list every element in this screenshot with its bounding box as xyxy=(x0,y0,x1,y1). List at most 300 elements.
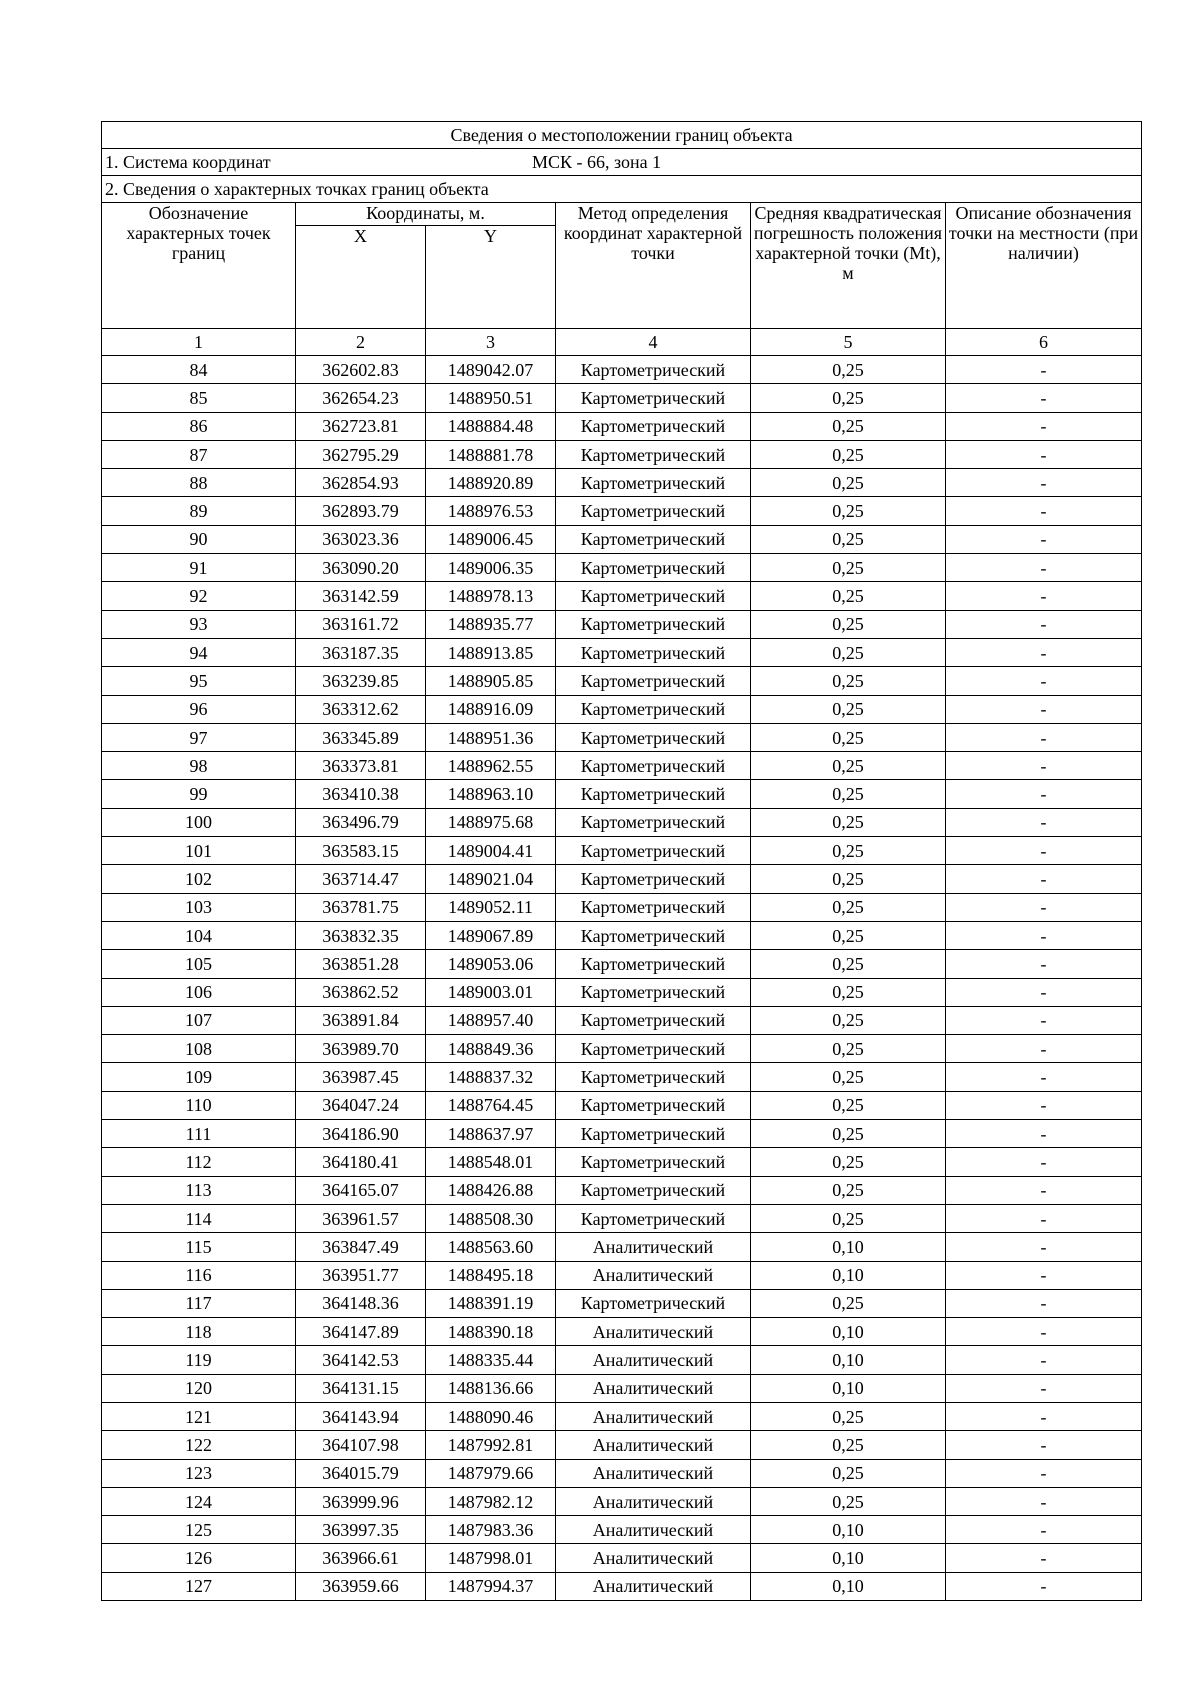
y-coord-cell: 1489042.07 xyxy=(426,356,556,384)
column-number: 1 xyxy=(102,329,296,356)
error-cell: 0,25 xyxy=(751,1289,946,1317)
y-coord-cell: 1488951.36 xyxy=(426,723,556,751)
column-number: 5 xyxy=(751,329,946,356)
description-cell: - xyxy=(946,1318,1142,1346)
y-coord-cell: 1488849.36 xyxy=(426,1035,556,1063)
description-cell: - xyxy=(946,1091,1142,1119)
table-row xyxy=(102,356,1142,384)
point-id-cell: 92 xyxy=(102,582,296,610)
method-cell: Картометрический xyxy=(556,1091,751,1119)
point-id-cell: 105 xyxy=(102,950,296,978)
error-cell: 0,25 xyxy=(751,1148,946,1176)
description-cell: - xyxy=(946,1261,1142,1289)
error-cell: 0,25 xyxy=(751,752,946,780)
x-coord-cell: 363090.20 xyxy=(296,554,426,582)
error-cell: 0,25 xyxy=(751,950,946,978)
error-cell: 0,25 xyxy=(751,610,946,638)
column-number: 6 xyxy=(946,329,1142,356)
table-row xyxy=(102,1516,1142,1544)
error-cell: 0,25 xyxy=(751,525,946,553)
table-row xyxy=(102,1487,1142,1515)
method-cell: Картометрический xyxy=(556,1035,751,1063)
error-cell: 0,25 xyxy=(751,356,946,384)
table-row xyxy=(102,1204,1142,1232)
y-coord-cell: 1489006.35 xyxy=(426,554,556,582)
error-cell: 0,25 xyxy=(751,582,946,610)
point-id-cell: 95 xyxy=(102,667,296,695)
point-id-cell: 112 xyxy=(102,1148,296,1176)
header-y: Y xyxy=(426,226,556,329)
section-2-title: 2. Сведения о характерных точках границ объекта xyxy=(102,176,1142,203)
error-cell: 0,10 xyxy=(751,1261,946,1289)
y-coord-cell: 1488962.55 xyxy=(426,752,556,780)
description-cell: - xyxy=(946,412,1142,440)
table-title: Сведения о местоположении границ объекта xyxy=(102,122,1142,149)
table-row xyxy=(102,667,1142,695)
table-row xyxy=(102,440,1142,468)
error-cell: 0,25 xyxy=(751,1176,946,1204)
column-number: 2 xyxy=(296,329,426,356)
method-cell: Картометрический xyxy=(556,497,751,525)
description-cell: - xyxy=(946,723,1142,751)
x-coord-cell: 362893.79 xyxy=(296,497,426,525)
x-coord-cell: 363345.89 xyxy=(296,723,426,751)
x-coord-cell: 363312.62 xyxy=(296,695,426,723)
error-cell: 0,25 xyxy=(751,1120,946,1148)
y-coord-cell: 1488391.19 xyxy=(426,1289,556,1317)
method-cell: Картометрический xyxy=(556,554,751,582)
error-cell: 0,25 xyxy=(751,780,946,808)
y-coord-cell: 1487998.01 xyxy=(426,1544,556,1572)
method-cell: Аналитический xyxy=(556,1261,751,1289)
x-coord-cell: 363496.79 xyxy=(296,808,426,836)
description-cell: - xyxy=(946,497,1142,525)
error-cell: 0,25 xyxy=(751,808,946,836)
y-coord-cell: 1488905.85 xyxy=(426,667,556,695)
method-cell: Картометрический xyxy=(556,1063,751,1091)
column-number: 4 xyxy=(556,329,751,356)
table-row xyxy=(102,412,1142,440)
description-cell: - xyxy=(946,440,1142,468)
method-cell: Картометрический xyxy=(556,582,751,610)
method-cell: Аналитический xyxy=(556,1431,751,1459)
table-row xyxy=(102,1431,1142,1459)
table-row xyxy=(102,723,1142,751)
method-cell: Картометрический xyxy=(556,780,751,808)
table-row xyxy=(102,1035,1142,1063)
table-row xyxy=(102,808,1142,836)
point-id-cell: 86 xyxy=(102,412,296,440)
description-cell: - xyxy=(946,667,1142,695)
method-cell: Картометрический xyxy=(556,412,751,440)
error-cell: 0,10 xyxy=(751,1374,946,1402)
point-id-cell: 115 xyxy=(102,1233,296,1261)
point-id-cell: 91 xyxy=(102,554,296,582)
point-id-cell: 84 xyxy=(102,356,296,384)
method-cell: Картометрический xyxy=(556,723,751,751)
x-coord-cell: 363142.59 xyxy=(296,582,426,610)
point-id-cell: 110 xyxy=(102,1091,296,1119)
description-cell: - xyxy=(946,893,1142,921)
table-row xyxy=(102,780,1142,808)
point-id-cell: 123 xyxy=(102,1459,296,1487)
error-cell: 0,10 xyxy=(751,1516,946,1544)
x-coord-cell: 364147.89 xyxy=(296,1318,426,1346)
method-cell: Картометрический xyxy=(556,752,751,780)
y-coord-cell: 1489006.45 xyxy=(426,525,556,553)
point-id-cell: 111 xyxy=(102,1120,296,1148)
point-id-cell: 106 xyxy=(102,978,296,1006)
point-id-cell: 88 xyxy=(102,469,296,497)
y-coord-cell: 1489021.04 xyxy=(426,865,556,893)
x-coord-cell: 363851.28 xyxy=(296,950,426,978)
description-cell: - xyxy=(946,865,1142,893)
table-row xyxy=(102,1544,1142,1572)
table-row xyxy=(102,978,1142,1006)
method-cell: Картометрический xyxy=(556,384,751,412)
description-cell: - xyxy=(946,356,1142,384)
x-coord-cell: 363373.81 xyxy=(296,752,426,780)
table-row xyxy=(102,1459,1142,1487)
y-coord-cell: 1489052.11 xyxy=(426,893,556,921)
method-cell: Картометрический xyxy=(556,610,751,638)
method-cell: Аналитический xyxy=(556,1233,751,1261)
table-body xyxy=(102,122,1142,1601)
error-cell: 0,25 xyxy=(751,1035,946,1063)
description-cell: - xyxy=(946,1035,1142,1063)
y-coord-cell: 1488950.51 xyxy=(426,384,556,412)
table-row xyxy=(102,1289,1142,1317)
table-row xyxy=(102,695,1142,723)
method-cell: Картометрический xyxy=(556,1148,751,1176)
x-coord-cell: 364180.41 xyxy=(296,1148,426,1176)
error-cell: 0,25 xyxy=(751,893,946,921)
point-id-cell: 114 xyxy=(102,1204,296,1232)
y-coord-cell: 1487994.37 xyxy=(426,1572,556,1600)
method-cell: Аналитический xyxy=(556,1516,751,1544)
method-cell: Картометрический xyxy=(556,1120,751,1148)
table-row xyxy=(102,1572,1142,1600)
description-cell: - xyxy=(946,921,1142,949)
x-coord-cell: 364165.07 xyxy=(296,1176,426,1204)
y-coord-cell: 1488764.45 xyxy=(426,1091,556,1119)
method-cell: Картометрический xyxy=(556,469,751,497)
table-row xyxy=(102,1091,1142,1119)
error-cell: 0,10 xyxy=(751,1318,946,1346)
point-id-cell: 121 xyxy=(102,1402,296,1430)
table-row xyxy=(102,1148,1142,1176)
method-cell: Картометрический xyxy=(556,695,751,723)
table-row xyxy=(102,638,1142,666)
point-id-cell: 87 xyxy=(102,440,296,468)
point-id-cell: 125 xyxy=(102,1516,296,1544)
error-cell: 0,25 xyxy=(751,1063,946,1091)
table-row xyxy=(102,582,1142,610)
x-coord-cell: 363989.70 xyxy=(296,1035,426,1063)
error-cell: 0,10 xyxy=(751,1233,946,1261)
method-cell: Аналитический xyxy=(556,1572,751,1600)
x-coord-cell: 362854.93 xyxy=(296,469,426,497)
method-cell: Аналитический xyxy=(556,1487,751,1515)
x-coord-cell: 362602.83 xyxy=(296,356,426,384)
method-cell: Картометрический xyxy=(556,837,751,865)
table-row xyxy=(102,1402,1142,1430)
point-id-cell: 97 xyxy=(102,723,296,751)
description-cell: - xyxy=(946,1233,1142,1261)
table-row xyxy=(102,1318,1142,1346)
description-cell: - xyxy=(946,1148,1142,1176)
y-coord-cell: 1488563.60 xyxy=(426,1233,556,1261)
y-coord-cell: 1488495.18 xyxy=(426,1261,556,1289)
x-coord-cell: 363847.49 xyxy=(296,1233,426,1261)
point-id-cell: 98 xyxy=(102,752,296,780)
table-row xyxy=(102,610,1142,638)
coord-system-row xyxy=(102,149,1142,176)
x-coord-cell: 363161.72 xyxy=(296,610,426,638)
method-cell: Картометрический xyxy=(556,1289,751,1317)
table-row xyxy=(102,1374,1142,1402)
table-row xyxy=(102,1261,1142,1289)
point-id-cell: 124 xyxy=(102,1487,296,1515)
point-id-cell: 109 xyxy=(102,1063,296,1091)
error-cell: 0,25 xyxy=(751,1431,946,1459)
error-cell: 0,25 xyxy=(751,921,946,949)
y-coord-cell: 1488637.97 xyxy=(426,1120,556,1148)
description-cell: - xyxy=(946,1374,1142,1402)
table-row xyxy=(102,752,1142,780)
description-cell: - xyxy=(946,1431,1142,1459)
description-cell: - xyxy=(946,1120,1142,1148)
method-cell: Картометрический xyxy=(556,950,751,978)
point-id-cell: 107 xyxy=(102,1006,296,1034)
point-id-cell: 90 xyxy=(102,525,296,553)
description-cell: - xyxy=(946,554,1142,582)
description-cell: - xyxy=(946,1204,1142,1232)
description-cell: - xyxy=(946,1346,1142,1374)
error-cell: 0,25 xyxy=(751,978,946,1006)
method-cell: Картометрический xyxy=(556,978,751,1006)
point-id-cell: 119 xyxy=(102,1346,296,1374)
x-coord-cell: 364148.36 xyxy=(296,1289,426,1317)
x-coord-cell: 363959.66 xyxy=(296,1572,426,1600)
method-cell: Картометрический xyxy=(556,525,751,553)
header-error: Средняя квадратическая погрешность положения характерной точки (Mt), м xyxy=(751,203,946,329)
method-cell: Аналитический xyxy=(556,1402,751,1430)
method-cell: Картометрический xyxy=(556,865,751,893)
boundary-points-table xyxy=(101,121,1142,1601)
x-coord-cell: 364131.15 xyxy=(296,1374,426,1402)
description-cell: - xyxy=(946,1006,1142,1034)
table-row xyxy=(102,1063,1142,1091)
error-cell: 0,25 xyxy=(751,1204,946,1232)
y-coord-cell: 1488920.89 xyxy=(426,469,556,497)
x-coord-cell: 364015.79 xyxy=(296,1459,426,1487)
error-cell: 0,25 xyxy=(751,837,946,865)
y-coord-cell: 1488090.46 xyxy=(426,1402,556,1430)
description-cell: - xyxy=(946,1572,1142,1600)
y-coord-cell: 1488935.77 xyxy=(426,610,556,638)
y-coord-cell: 1488426.88 xyxy=(426,1176,556,1204)
description-cell: - xyxy=(946,610,1142,638)
y-coord-cell: 1488837.32 xyxy=(426,1063,556,1091)
description-cell: - xyxy=(946,525,1142,553)
description-cell: - xyxy=(946,1176,1142,1204)
y-coord-cell: 1489067.89 xyxy=(426,921,556,949)
y-coord-cell: 1487982.12 xyxy=(426,1487,556,1515)
error-cell: 0,25 xyxy=(751,695,946,723)
y-coord-cell: 1488335.44 xyxy=(426,1346,556,1374)
y-coord-cell: 1488963.10 xyxy=(426,780,556,808)
header-method: Метод определения координат характерной точки xyxy=(556,203,751,329)
point-id-cell: 108 xyxy=(102,1035,296,1063)
y-coord-cell: 1489003.01 xyxy=(426,978,556,1006)
x-coord-cell: 363714.47 xyxy=(296,865,426,893)
error-cell: 0,25 xyxy=(751,497,946,525)
point-id-cell: 127 xyxy=(102,1572,296,1600)
point-id-cell: 118 xyxy=(102,1318,296,1346)
error-cell: 0,25 xyxy=(751,440,946,468)
table-row xyxy=(102,384,1142,412)
table-row xyxy=(102,950,1142,978)
y-coord-cell: 1488136.66 xyxy=(426,1374,556,1402)
table-row xyxy=(102,497,1142,525)
error-cell: 0,25 xyxy=(751,412,946,440)
x-coord-cell: 363966.61 xyxy=(296,1544,426,1572)
table-row xyxy=(102,1120,1142,1148)
description-cell: - xyxy=(946,638,1142,666)
method-cell: Картометрический xyxy=(556,921,751,949)
point-id-cell: 113 xyxy=(102,1176,296,1204)
point-id-cell: 96 xyxy=(102,695,296,723)
x-coord-cell: 363023.36 xyxy=(296,525,426,553)
point-id-cell: 116 xyxy=(102,1261,296,1289)
table-row xyxy=(102,1176,1142,1204)
method-cell: Аналитический xyxy=(556,1346,751,1374)
x-coord-cell: 363410.38 xyxy=(296,780,426,808)
description-cell: - xyxy=(946,1063,1142,1091)
x-coord-cell: 363961.57 xyxy=(296,1204,426,1232)
description-cell: - xyxy=(946,1402,1142,1430)
y-coord-cell: 1488390.18 xyxy=(426,1318,556,1346)
header-description: Описание обозначения точки на местности (при наличии) xyxy=(946,203,1142,329)
error-cell: 0,25 xyxy=(751,1006,946,1034)
table-row xyxy=(102,893,1142,921)
document-page xyxy=(101,121,1141,1601)
table-row xyxy=(102,1006,1142,1034)
point-id-cell: 122 xyxy=(102,1431,296,1459)
description-cell: - xyxy=(946,978,1142,1006)
point-id-cell: 104 xyxy=(102,921,296,949)
x-coord-cell: 363999.96 xyxy=(296,1487,426,1515)
error-cell: 0,10 xyxy=(751,1572,946,1600)
y-coord-cell: 1488976.53 xyxy=(426,497,556,525)
x-coord-cell: 363583.15 xyxy=(296,837,426,865)
error-cell: 0,25 xyxy=(751,1459,946,1487)
table-row xyxy=(102,554,1142,582)
error-cell: 0,25 xyxy=(751,638,946,666)
point-id-cell: 103 xyxy=(102,893,296,921)
coord-system-value: МСК - 66, зона 1 xyxy=(532,152,662,172)
point-id-cell: 85 xyxy=(102,384,296,412)
error-cell: 0,25 xyxy=(751,667,946,695)
table-row xyxy=(102,921,1142,949)
description-cell: - xyxy=(946,837,1142,865)
x-coord-cell: 364142.53 xyxy=(296,1346,426,1374)
x-coord-cell: 363891.84 xyxy=(296,1006,426,1034)
table-row xyxy=(102,469,1142,497)
point-id-cell: 99 xyxy=(102,780,296,808)
error-cell: 0,10 xyxy=(751,1544,946,1572)
description-cell: - xyxy=(946,780,1142,808)
point-id-cell: 93 xyxy=(102,610,296,638)
header-x: X xyxy=(296,226,426,329)
y-coord-cell: 1488975.68 xyxy=(426,808,556,836)
method-cell: Картометрический xyxy=(556,808,751,836)
description-cell: - xyxy=(946,1544,1142,1572)
y-coord-cell: 1488884.48 xyxy=(426,412,556,440)
description-cell: - xyxy=(946,384,1142,412)
y-coord-cell: 1488913.85 xyxy=(426,638,556,666)
error-cell: 0,25 xyxy=(751,554,946,582)
table-row xyxy=(102,837,1142,865)
method-cell: Картометрический xyxy=(556,638,751,666)
point-id-cell: 89 xyxy=(102,497,296,525)
y-coord-cell: 1488916.09 xyxy=(426,695,556,723)
table-row xyxy=(102,1233,1142,1261)
error-cell: 0,10 xyxy=(751,1346,946,1374)
y-coord-cell: 1487992.81 xyxy=(426,1431,556,1459)
description-cell: - xyxy=(946,808,1142,836)
y-coord-cell: 1488548.01 xyxy=(426,1148,556,1176)
method-cell: Картометрический xyxy=(556,667,751,695)
error-cell: 0,25 xyxy=(751,384,946,412)
description-cell: - xyxy=(946,1459,1142,1487)
table-row xyxy=(102,1346,1142,1374)
y-coord-cell: 1488978.13 xyxy=(426,582,556,610)
point-id-cell: 101 xyxy=(102,837,296,865)
header-coords: Координаты, м. xyxy=(296,203,556,226)
x-coord-cell: 363987.45 xyxy=(296,1063,426,1091)
y-coord-cell: 1487979.66 xyxy=(426,1459,556,1487)
x-coord-cell: 363781.75 xyxy=(296,893,426,921)
description-cell: - xyxy=(946,950,1142,978)
column-number: 3 xyxy=(426,329,556,356)
y-coord-cell: 1487983.36 xyxy=(426,1516,556,1544)
coord-system-label: 1. Система координат xyxy=(105,152,271,172)
method-cell: Картометрический xyxy=(556,356,751,384)
x-coord-cell: 364107.98 xyxy=(296,1431,426,1459)
x-coord-cell: 362723.81 xyxy=(296,412,426,440)
description-cell: - xyxy=(946,752,1142,780)
x-coord-cell: 362795.29 xyxy=(296,440,426,468)
x-coord-cell: 363187.35 xyxy=(296,638,426,666)
header-point: Обозначение характерных точек границ xyxy=(102,203,296,329)
x-coord-cell: 362654.23 xyxy=(296,384,426,412)
error-cell: 0,25 xyxy=(751,469,946,497)
point-id-cell: 94 xyxy=(102,638,296,666)
x-coord-cell: 363862.52 xyxy=(296,978,426,1006)
x-coord-cell: 363239.85 xyxy=(296,667,426,695)
y-coord-cell: 1488508.30 xyxy=(426,1204,556,1232)
method-cell: Картометрический xyxy=(556,440,751,468)
table-row xyxy=(102,525,1142,553)
method-cell: Картометрический xyxy=(556,1006,751,1034)
x-coord-cell: 363997.35 xyxy=(296,1516,426,1544)
method-cell: Аналитический xyxy=(556,1374,751,1402)
y-coord-cell: 1489053.06 xyxy=(426,950,556,978)
description-cell: - xyxy=(946,469,1142,497)
error-cell: 0,25 xyxy=(751,1091,946,1119)
